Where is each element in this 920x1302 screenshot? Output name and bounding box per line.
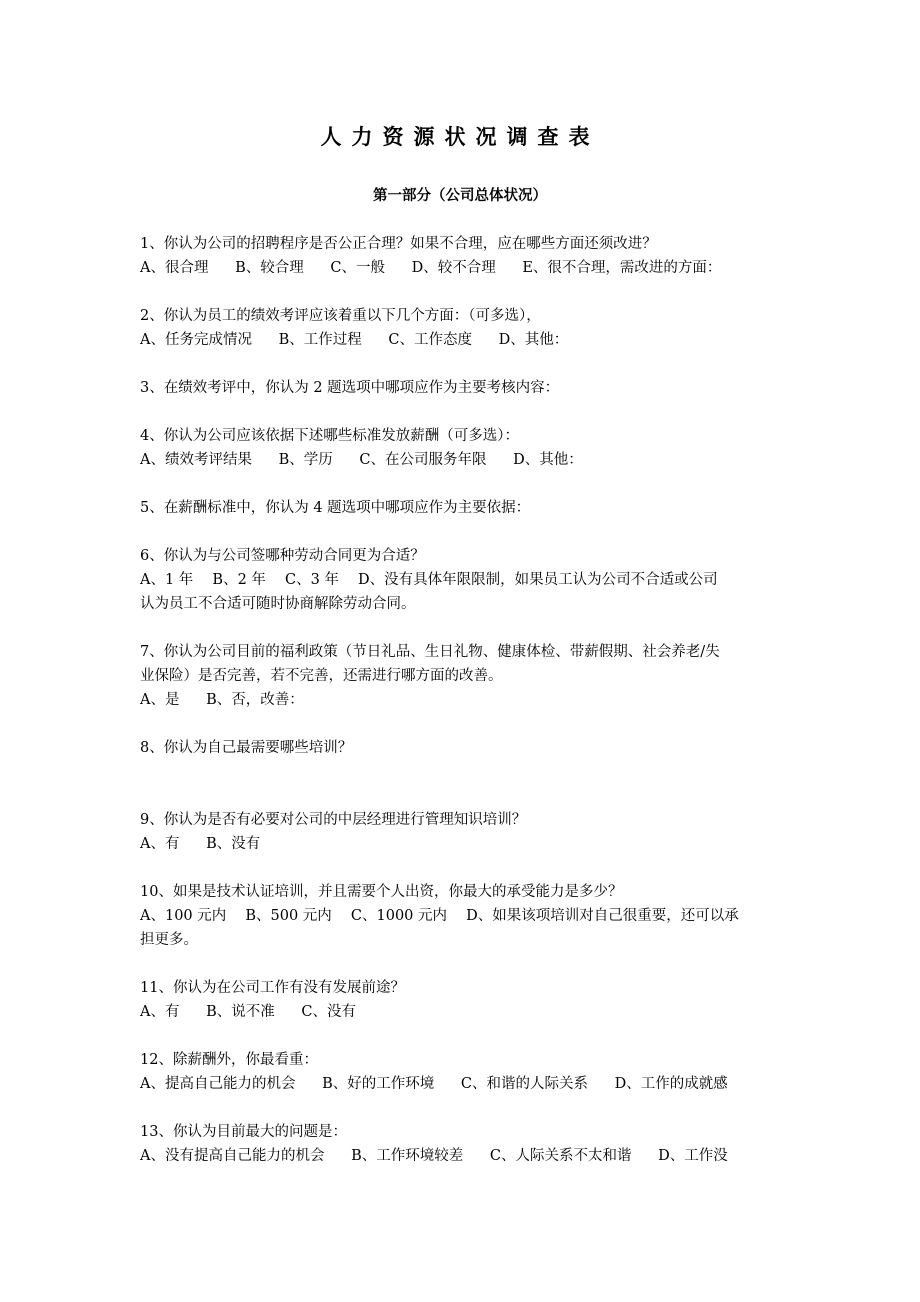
option-row: A、100 元内 B、500 元内 C、1000 元内 D、如果该项培训对自己很重要，还可以承 — [140, 908, 739, 924]
question-text: 4、你认为公司应该依据下述哪些标准发放薪酬（可多选）： — [140, 428, 519, 444]
option: A、任务完成情况 — [140, 332, 252, 348]
question-8 — [140, 736, 790, 760]
option: D、工作没 — [658, 1148, 728, 1164]
option: A、很合理 — [140, 260, 209, 276]
question-13 — [140, 1120, 790, 1168]
option-row-continued: 担更多。 — [140, 932, 198, 948]
option-row: A、1 年 B、2 年 C、3 年 D、没有具体年限限制，如果员工认为公司不合适或公司 — [140, 572, 718, 588]
question-text: 6、你认为与公司签哪种劳动合同更为合适？ — [140, 548, 425, 564]
question-text: 7、你认为公司目前的福利政策（节日礼品、生日礼物、健康体检、带薪假期、社会养老/失 — [140, 644, 720, 660]
option: A、有 — [140, 1004, 180, 1020]
question-text: 10、如果是技术认证培训，并且需要个人出资，你最大的承受能力是多少？ — [140, 884, 623, 900]
option: B、学历 — [278, 452, 333, 468]
question-1 — [140, 232, 790, 280]
option: C、一般 — [330, 260, 385, 276]
option: C、和谐的人际关系 — [460, 1076, 588, 1092]
option: B、没有 — [206, 836, 261, 852]
option: B、工作环境较差 — [351, 1148, 464, 1164]
question-10 — [140, 880, 790, 952]
option-row — [140, 256, 790, 280]
option-row — [140, 1144, 790, 1168]
option: C、没有 — [301, 1004, 356, 1020]
page-title: 人力资源状况调查表 — [320, 125, 600, 149]
option: A、有 — [140, 836, 180, 852]
option-row — [140, 448, 790, 472]
option-row — [140, 688, 790, 712]
question-text: 9、你认为是否有必要对公司的中层经理进行管理知识培训？ — [140, 812, 527, 828]
option-row — [140, 1072, 790, 1096]
question-text: 13、你认为目前最大的问题是： — [140, 1124, 347, 1140]
option: E、很不合理，需改进的方面： — [522, 260, 722, 276]
option-row — [140, 832, 790, 856]
option: B、较合理 — [235, 260, 304, 276]
option: B、工作过程 — [278, 332, 362, 348]
option: A、绩效考评结果 — [140, 452, 252, 468]
question-text: 3、在绩效考评中，你认为 2 题选项中哪项应作为主要考核内容： — [140, 380, 560, 396]
option: A、提高自己能力的机会 — [140, 1076, 296, 1092]
question-12 — [140, 1048, 790, 1096]
question-text: 2、你认为员工的绩效考评应该着重以下几个方面：（可多选）， — [140, 308, 541, 324]
question-9 — [140, 808, 790, 856]
section-heading: 第一部分（公司总体状况） — [373, 188, 547, 204]
option-row — [140, 1000, 790, 1024]
question-text: 8、你认为自己最需要哪些培训？ — [140, 740, 353, 756]
option: B、说不准 — [206, 1004, 275, 1020]
question-6 — [140, 544, 790, 616]
option-row-continued: 认为员工不合适可随时协商解除劳动合同。 — [140, 596, 416, 612]
option: C、人际关系不太和谐 — [489, 1148, 632, 1164]
question-text: 1、你认为公司的招聘程序是否公正合理？如果不合理，应在哪些方面还须改进？ — [140, 236, 657, 252]
option: C、工作态度 — [388, 332, 472, 348]
option: A、没有提高自己能力的机会 — [140, 1148, 325, 1164]
question-text: 11、你认为在公司工作有没有发展前途？ — [140, 980, 405, 996]
question-3 — [140, 376, 790, 400]
option: D、工作的成就感 — [614, 1076, 728, 1092]
question-5 — [140, 496, 790, 520]
option: D、其他： — [498, 332, 569, 348]
question-text: 12、除薪酬外，你最看重： — [140, 1052, 318, 1068]
question-list — [140, 232, 790, 1192]
question-4 — [140, 424, 790, 472]
question-2 — [140, 304, 790, 352]
question-text-continued: 业保险）是否完善，若不完善，还需进行哪方面的改善。 — [140, 668, 503, 684]
option: B、好的工作环境 — [322, 1076, 435, 1092]
question-text: 5、在薪酬标准中，你认为 4 题选项中哪项应作为主要依据： — [140, 500, 531, 516]
option: D、其他： — [513, 452, 583, 468]
option: A、是 — [140, 692, 180, 708]
option: D、较不合理 — [411, 260, 496, 276]
question-7 — [140, 640, 790, 712]
option: B、否，改善： — [206, 692, 304, 708]
option-row — [140, 328, 790, 352]
option: C、在公司服务年限 — [359, 452, 487, 468]
question-11 — [140, 976, 790, 1024]
